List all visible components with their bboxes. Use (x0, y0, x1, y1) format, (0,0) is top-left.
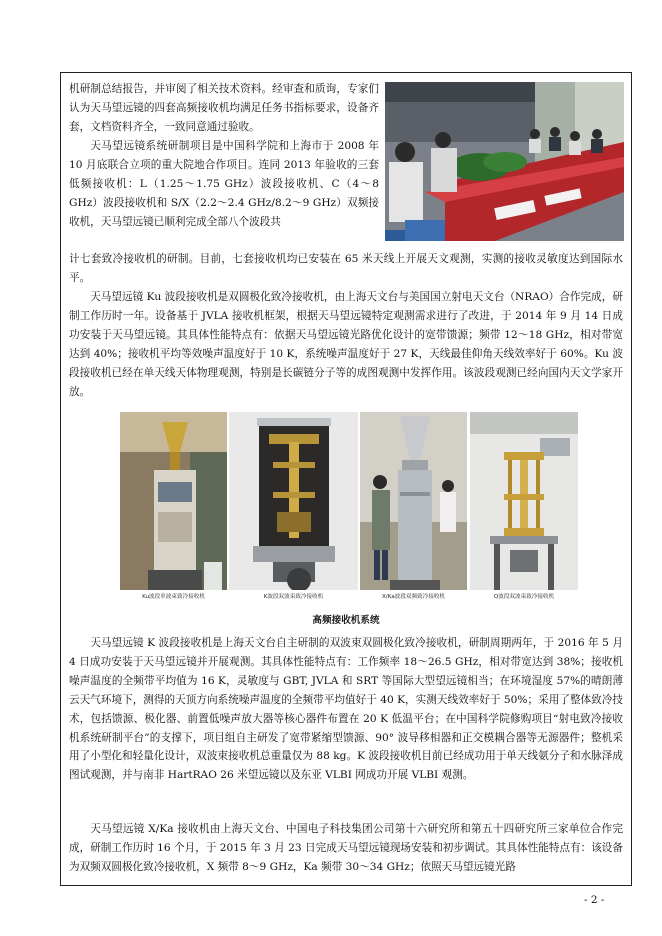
q-receiver-photo (470, 412, 578, 604)
paragraph-ku-band: 天马望远镜 Ku 波段接收机是双圆极化致冷接收机，由上海天文台与美国国立射电天文台（NRAO）合作完成，研制工作历时一年。设备基于 JVLA 接收机框架，根据天马望远镜特定观测需求进行了改进，于 2014 年 9 月 14 日成功安装于天马望远镜。其具体性能特点有：依据天马望远镜光路优化设计的宽带馈源；频带 12～18 GHz，相对带宽达到 40%；接收机平均等效噪声温度好于 10 K，系统噪声温度好于 27 K，天线最佳仰角天线效率好于 60%。Ku 波段接收机已经在单天线天体物理观测，特别是长碳链分子等的成图观测中发挥作用。该波段观测已经向国内天文学家开放。 (69, 291, 623, 398)
q-receiver-caption: Q波段双波束致冷接收机 (470, 590, 578, 604)
figure-title: 高频接收机系统 (312, 615, 380, 626)
xka-receiver-caption: X/Ka波段双频致冷接收机 (360, 590, 467, 604)
page-number: - 2 - (584, 894, 605, 906)
receiver-photo-gallery (120, 412, 578, 604)
k-receiver-caption: K波段双波束致冷接收机 (229, 590, 358, 604)
ku-receiver-caption: Ku波段单波束致冷接收机 (120, 590, 227, 604)
paragraph-tianma-project-continued: 计七套致冷接收机的研制。目前，七套接收机均已安装在 65 米天线上开展天文观测，实测的接收灵敏度达到国际水平。 (69, 253, 623, 284)
xka-receiver-photo (360, 412, 467, 604)
paragraph-tianma-project: 天马望远镜系统研制项目是中国科学院和上海市于 2008 年 10 月底联合立项的重大院地合作项目。连同 2013 年验收的三套低频接收机：L（1.25～1.75 GHz）波段接收机、C（4～8 GHz）波段接收机和 S/X（2.2～2.4 GHz/8.2～9 GHz）双频接收机，天马望远镜已顺利完成全部八个波段共 (69, 140, 379, 228)
paragraph-xka-band: 天马望远镜 X/Ka 接收机由上海天文台、中国电子科技集团公司第十六研究所和第五十四研究所三家单位合作完成，研制工作历时 16 个月，于 2015 年 3 月 23 日完成天马望远镜现场安装和初步调试。其具体性能特点有：该设备为双频双圆极化致冷接收机，X 频带 8～9 GHz，Ka 频带 30～34 GHz；依照天马望远镜光路 (69, 823, 623, 873)
ku-receiver-photo (120, 412, 227, 604)
k-receiver-photo (229, 412, 358, 604)
paragraph-k-band: 天马望远镜 K 波段接收机是上海天文台自主研制的双波束双圆极化致冷接收机，研制周期两年，于 2016 年 5 月 4 日成功安装于天马望远镜并开展观测。其具体性能特点有：工作频率 18～26.5 GHz，相对带宽达到 38%；接收机噪声温度的全频带平均值为 16 K，灵敏度与 GBT, JVLA 和 SRT 等国际大型望远镜相当；在环境湿度 57%的晴朗薄云天气环境下，测得的天顶方向系统噪声温度的全频带平均值好于 40 K，实测天线效率好于 50%；采用了整体致冷技术，包括馈源、极化器、前置低噪声放大器等核心器件布置在 20 K 低温平台；在中国科学院修购项目“射电致冷接收机系统研制平台”的支撑下，项目组自主研发了宽带紧缩型馈源、90° 波导移相器和正交模耦合器等无源器件；整机采用了小型化和轻量化设计，双波束接收机总重量仅为 88 kg。K 波段接收机目前已经成功用于单天线氨分子和水脉泽成图试观测，并与南非 HartRAO 26 米望远镜以及东亚 VLBI 网成功开展 VLBI 观测。 (69, 637, 623, 782)
paragraph-acceptance: 机研制总结报告，并审阅了相关技术资料。经审查和质询，专家们认为天马望远镜的四套高频接收机均满足任务书指标要求，设备齐套，文档资料齐全，一致同意通过验收。 (69, 83, 379, 133)
meeting-photo (385, 82, 624, 241)
